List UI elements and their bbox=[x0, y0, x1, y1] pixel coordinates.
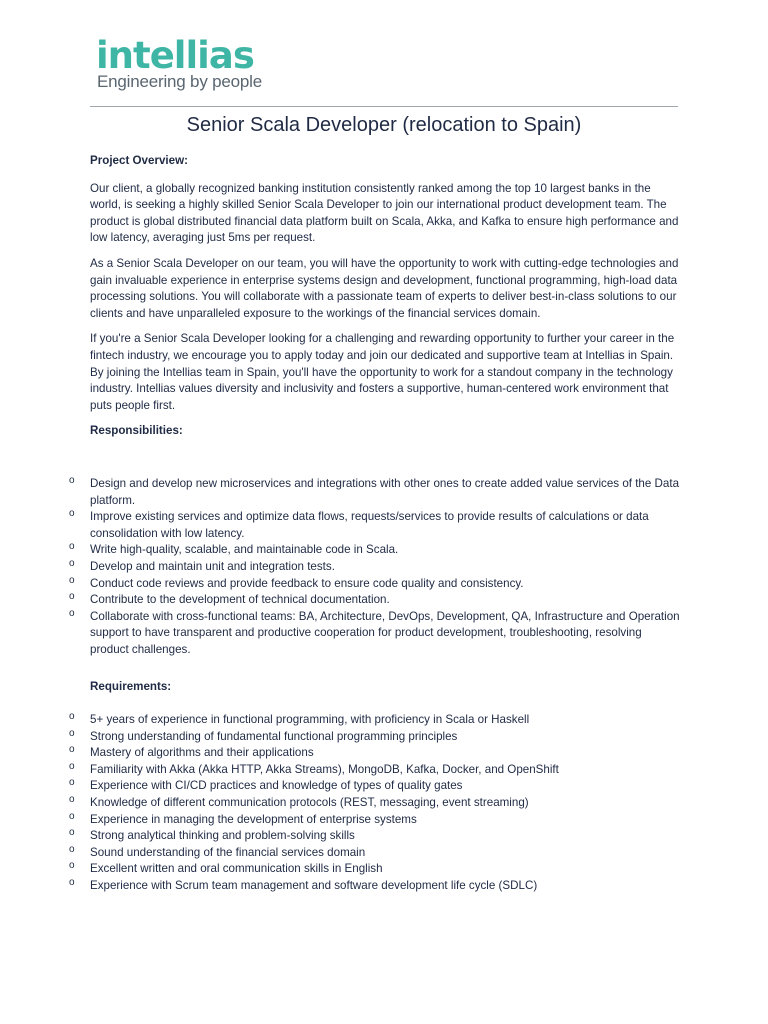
list-item-text: Strong analytical thinking and problem-solving skills bbox=[90, 829, 355, 843]
list-item bbox=[0, 729, 768, 746]
list-item-text: 5+ years of experience in functional programming, with proficiency in Scala or Haskell bbox=[90, 713, 530, 726]
overview-heading: Project Overview: bbox=[90, 154, 188, 167]
list-item bbox=[0, 861, 768, 878]
bullet-icon: o bbox=[69, 876, 75, 888]
bullet-icon: o bbox=[69, 557, 75, 569]
overview-paragraph: As a Senior Scala Developer on our team, you will have the opportunity to work with cutting-edge technologies and gain invaluable experience in enterprise systems design and development, functional programming, high-load data processing solutions. You will collaborate with a passionate team of experts to deliver best-in-class solutions to our clients and have unparalleled exposure to the workings of the financial services domain. bbox=[90, 256, 679, 320]
list-item-text: Experience in managing the development of enterprise systems bbox=[90, 812, 417, 826]
bullet-icon: o bbox=[69, 475, 75, 486]
list-item bbox=[0, 745, 768, 762]
list-item-text: Write high-quality, scalable, and maintainable code in Scala. bbox=[90, 543, 399, 557]
page-title: Senior Scala Developer (relocation to Spain) bbox=[186, 114, 582, 136]
list-item bbox=[0, 509, 768, 542]
list-item-text: Conduct code reviews and provide feedback to ensure code quality and consistency. bbox=[90, 576, 524, 590]
list-item bbox=[0, 828, 768, 845]
bullet-icon: o bbox=[69, 827, 75, 839]
list-item-text: Familiarity with Akka (Akka HTTP, Akka Streams), MongoDB, Kafka, Docker, and OpenShift bbox=[90, 762, 559, 776]
bullet-icon: o bbox=[69, 541, 75, 553]
list-item-text: Excellent written and oral communication skills in English bbox=[90, 862, 383, 876]
header-divider bbox=[90, 106, 678, 107]
list-item bbox=[0, 542, 768, 559]
bullet-icon: o bbox=[69, 574, 75, 586]
bullet-icon: o bbox=[69, 843, 75, 855]
list-item-text: Mastery of algorithms and their applications bbox=[90, 746, 314, 760]
list-item-text: Contribute to the development of technical documentation. bbox=[90, 593, 390, 607]
bullet-icon: o bbox=[69, 777, 75, 789]
bullet-icon: o bbox=[69, 793, 75, 805]
requirements-list bbox=[0, 712, 768, 895]
overview-paragraph: Our client, a globally recognized banking institution consistently ranked among the top 10 largest banks in the world, is seeking a highly skilled Senior Scala Developer to join our international product development team. The product is global distributed financial data platform built on Scala, Akka, and Kafka to ensure high performance and low latency, averaging just 5ms per request. bbox=[90, 181, 679, 245]
bullet-icon: o bbox=[69, 810, 75, 822]
list-item bbox=[0, 845, 768, 862]
list-item-text: Collaborate with cross-functional teams: BA, Architecture, DevOps, Development, QA, Infrastructure and Operation support to have transparent and productive cooperation for product development, troubleshooting, resolving product challenges. bbox=[90, 609, 680, 656]
list-item bbox=[0, 559, 768, 576]
list-item bbox=[0, 778, 768, 795]
overview-paragraph: If you're a Senior Scala Developer looking for a challenging and rewarding opportunity to further your career in the fintech industry, we encourage you to apply today and join our dedicated and supportive team at Intellias in Spain. By joining the Intellias team in Spain, you'll have the opportunity to work for a standout company in the technology industry. Intellias values diversity and inclusivity and fosters a supportive, human-centered work environment that puts people first. bbox=[90, 332, 675, 412]
bullet-icon: o bbox=[69, 727, 75, 739]
list-item-text: Sound understanding of the financial services domain bbox=[90, 845, 366, 859]
responsibilities-list bbox=[0, 476, 768, 659]
bullet-icon: o bbox=[69, 711, 75, 722]
bullet-icon: o bbox=[69, 744, 75, 756]
company-logo bbox=[96, 36, 276, 96]
logo-tagline: Engineering by people bbox=[97, 72, 262, 91]
list-item bbox=[0, 609, 768, 659]
requirements-heading: Requirements: bbox=[90, 680, 172, 693]
list-item bbox=[0, 592, 768, 609]
list-item-text: Knowledge of different communication protocols (REST, messaging, event streaming) bbox=[90, 795, 529, 809]
list-item-text: Improve existing services and optimize data flows, requests/services to provide results of calculations or data consolidation with low latency. bbox=[90, 510, 649, 540]
list-item-text: Design and develop new microservices and integrations with other ones to create added value services of the Data platform. bbox=[90, 477, 680, 507]
list-item bbox=[0, 762, 768, 779]
responsibilities-heading: Responsibilities: bbox=[90, 424, 183, 438]
list-item bbox=[0, 576, 768, 593]
list-item bbox=[0, 476, 768, 509]
logo-wordmark: intellias bbox=[96, 34, 254, 77]
list-item bbox=[0, 878, 768, 895]
overview-section bbox=[90, 153, 682, 440]
bullet-icon: o bbox=[69, 860, 75, 872]
bullet-icon: o bbox=[69, 508, 75, 520]
bullet-icon: o bbox=[69, 591, 75, 603]
bullet-icon: o bbox=[69, 607, 75, 619]
list-item-text: Develop and maintain unit and integration tests. bbox=[90, 559, 335, 573]
list-item-text: Experience with Scrum team management and software development life cycle (SDLC) bbox=[90, 878, 538, 892]
list-item-text: Strong understanding of fundamental functional programming principles bbox=[90, 729, 458, 743]
list-item-text: Experience with CI/CD practices and knowledge of types of quality gates bbox=[90, 779, 463, 793]
list-item bbox=[0, 712, 768, 729]
bullet-icon: o bbox=[69, 760, 75, 772]
list-item bbox=[0, 795, 768, 812]
list-item bbox=[0, 812, 768, 829]
